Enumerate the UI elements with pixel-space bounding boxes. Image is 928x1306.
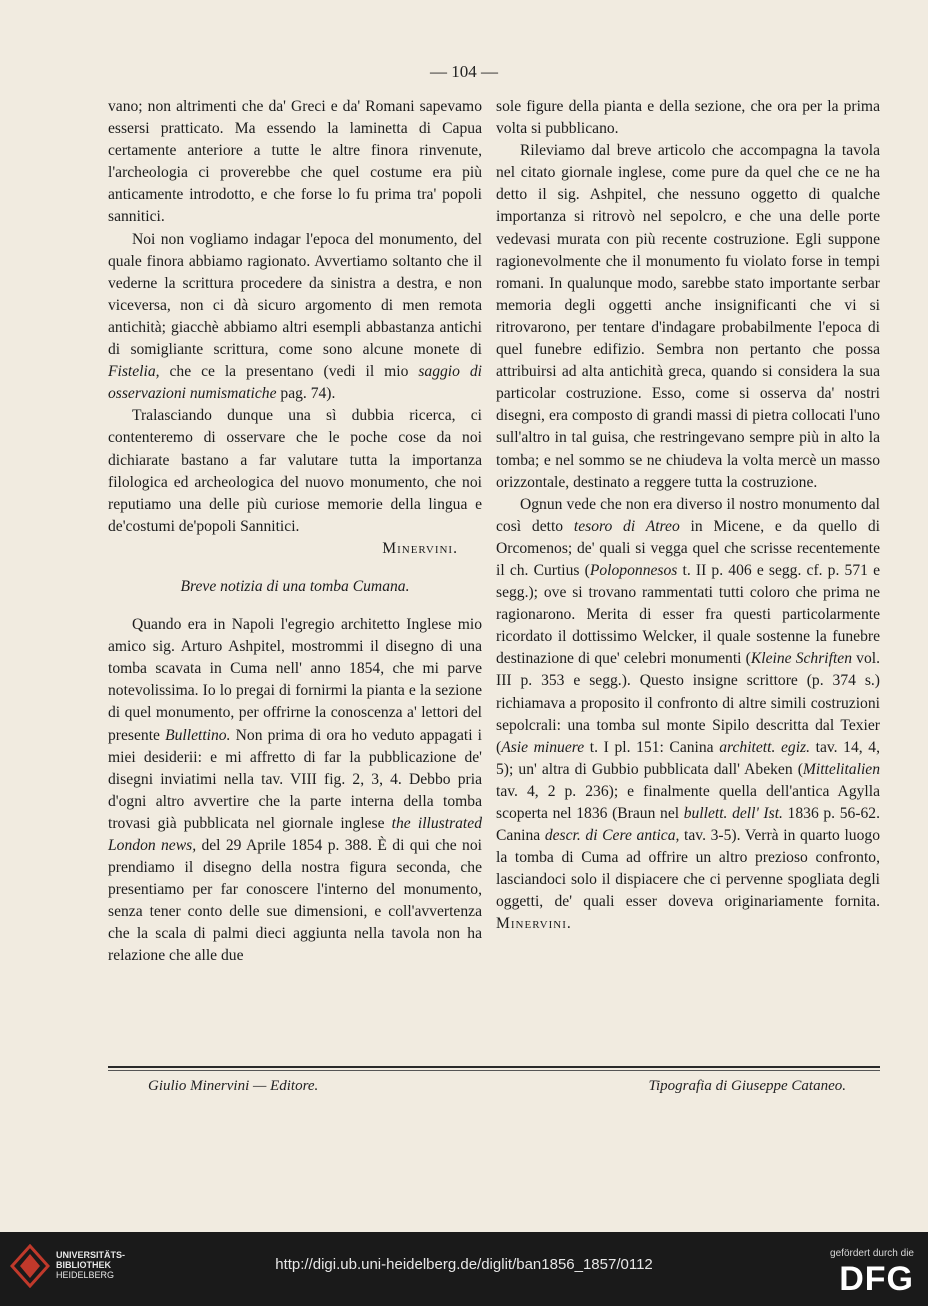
library-name: UNIVERSITÄTS- BIBLIOTHEK HEIDELBERG xyxy=(56,1250,126,1280)
paragraph: Quando era in Napoli l'egregio architetto Inglese mio amico sig. Arturo Ashpitel, mostrommi il disegno di una tomba scavata in Cuma nell' anno 1854, che mi parve notevolissima. Io lo pregai di fornirmi la pianta e la sezione di quel monumento, per offrirne la conoscenza a' lettori del presente Bullettino. Non prima di ora ho veduto appagati i miei desiderii: e mi affretto di far la pubblicazione de' disegni inviatimi nella tav. VIII fig. 2, 3, 4. Debbo pria d'ogni altro avvertire che la parte interna della tomba trovasi già pubblicata nel giornale inglese the illustrated London news, del 29 Aprile 1854 p. 388. È di qui che noi prendiamo il disegno della nostra figura seconda, che presentiamo per far conoscere l'interno del monumento, senza tener conto delle sue dimensioni, e coll'avvertenza che la scala di palmi dieci aggiunta nella tavola non ha relazione che alle due xyxy=(108,616,482,965)
paragraph: Ognun vede che non era diverso il nostro monumento dal così detto tesoro di Atreo in Micene, e da quello di Orcomenos; de' quali si vegga quel che scrisse recentemente il ch. Curtius (Poloponnesos t. II p. 406 e segg. cf. p. 571 e segg.); ove si trovano rammentati tutti coloro che prima ne ragionarono. Merita di esser fra questi particolarmente ricordato il dottissimo Welcker, il quale sostenne la funebre destinazione di que' celebri monumenti (Kleine Schriften vol. III p. 353 e segg.). Questo insigne scrittore (p. 374 s.) richiamava a proposito il confronto di altre simili costruzioni sepolcrali: una tomba sul monte Sipilo descritta dal Texier (Asie minuere t. I pl. 151: Canina architett. egiz. tav. 14, 4, 5); un' altra di Gubbio pubblicata dall' Abeken (Mittelitalien tav. 4, 2 p. 236); e finalmente quella dell'antica Agylla scoperta nel 1836 (Braun nel bullett. dell' Ist. 1836 p. 56-62. Canina descr. di Cere antica, tav. 3-5). Verrà in quarto luogo la tomba di Cuma ad offrire un altro prezioso confronto, lasciandoci solo il dispiacere che ci pervenne spogliata degli oggetti, de' quali esser doveva originariamente fornita. Minervini. xyxy=(496,495,880,933)
dfg-logo: DFG xyxy=(839,1260,914,1298)
left-column xyxy=(108,96,482,968)
paragraph: vano; non altrimenti che da' Greci e da' Romani sapevamo essersi pratticato. Ma essendo la laminetta di Capua certamente anteriore a tutte le altre finora rinvenute, l'archeologia ci proverebbe che quel costume era più anticamente introdotto, e che forse lo fu prima tra' popoli sannitici. xyxy=(108,98,482,226)
footer-rule-thin xyxy=(108,1070,880,1071)
section-heading: Breve notizia di una tomba Cumana. xyxy=(180,577,410,595)
paragraph: Noi non vogliamo indagar l'epoca del monumento, del quale finora abbiamo ragionato. Avvertiamo soltanto che il vederne la scrittura procedere da sinistra a destra, e non viceversa, non ci dà sicuro argomento di men remota antichità; giacchè abbiamo altri esempli abbastanza antichi di somigliante scrittura, come sono alcune monete di Fistelia, che ce la presentano (vedi il mio saggio di osservazioni numismatiche pag. 74). xyxy=(108,230,482,403)
funded-by-label: gefördert durch die xyxy=(830,1248,914,1259)
paragraph: Tralasciando dunque una sì dubbia ricerca, ci contenteremo di osservare che le poche cose da noi dichiarate bastano a far valutare tutta la importanza filologica ed archeologica del nuovo monumento, che noi reputiamo una delle più curiose memorie della lingua e de'costumi de'popoli Sannitici. xyxy=(108,407,482,535)
paragraph: sole figure della pianta e della sezione, che ora per la prima volta si pubblicano. xyxy=(496,98,880,138)
source-url-link[interactable]: http://digi.ub.uni-heidelberg.de/diglit/ban1856_1857/0112 xyxy=(275,1256,653,1273)
right-column xyxy=(496,96,880,936)
footer-editor: Giulio Minervini — Editore. xyxy=(148,1078,319,1094)
paragraph: Rileviamo dal breve articolo che accompagna la tavola nel citato giornale inglese, come pure da quel che ce ne ha detto il sig. Ashpitel, che nessuno oggetto di qualche importanza si ritrovò nel sepolcro, e che una delle porte vedevasi murata con più recente costruzione. Egli suppone ragionevolmente che il monumento fu violato forse in tempi romani. In qualunque modo, sarebbe stato importante serbar memoria degli oggetti anche insignificanti che vi si ritrovarono, per tentare d'indagare probabilmente l'epoca di quel funebre edifizio. Sembra non pertanto che possa attribuirsi ad alta antichità greca, quando si considera la sua particolar costruzione. Esso, come si osserva da' nostri disegni, era composto di grandi massi di pietra collocati l'uno sull'altro in tal guisa, che restringevano sempre più in alto la tomba; e nel sommo se ne chiudeva la volta mercè un masso orizzontale, destinato a reggere tutta la costruzione. xyxy=(496,142,880,491)
author-signature: Minervini. xyxy=(496,915,572,933)
author-signature: Minervini. xyxy=(382,539,458,557)
page-number: — 104 — xyxy=(430,62,498,81)
footer-rule xyxy=(108,1066,880,1068)
footer-printer: Tipografia di Giuseppe Cataneo. xyxy=(648,1078,846,1094)
